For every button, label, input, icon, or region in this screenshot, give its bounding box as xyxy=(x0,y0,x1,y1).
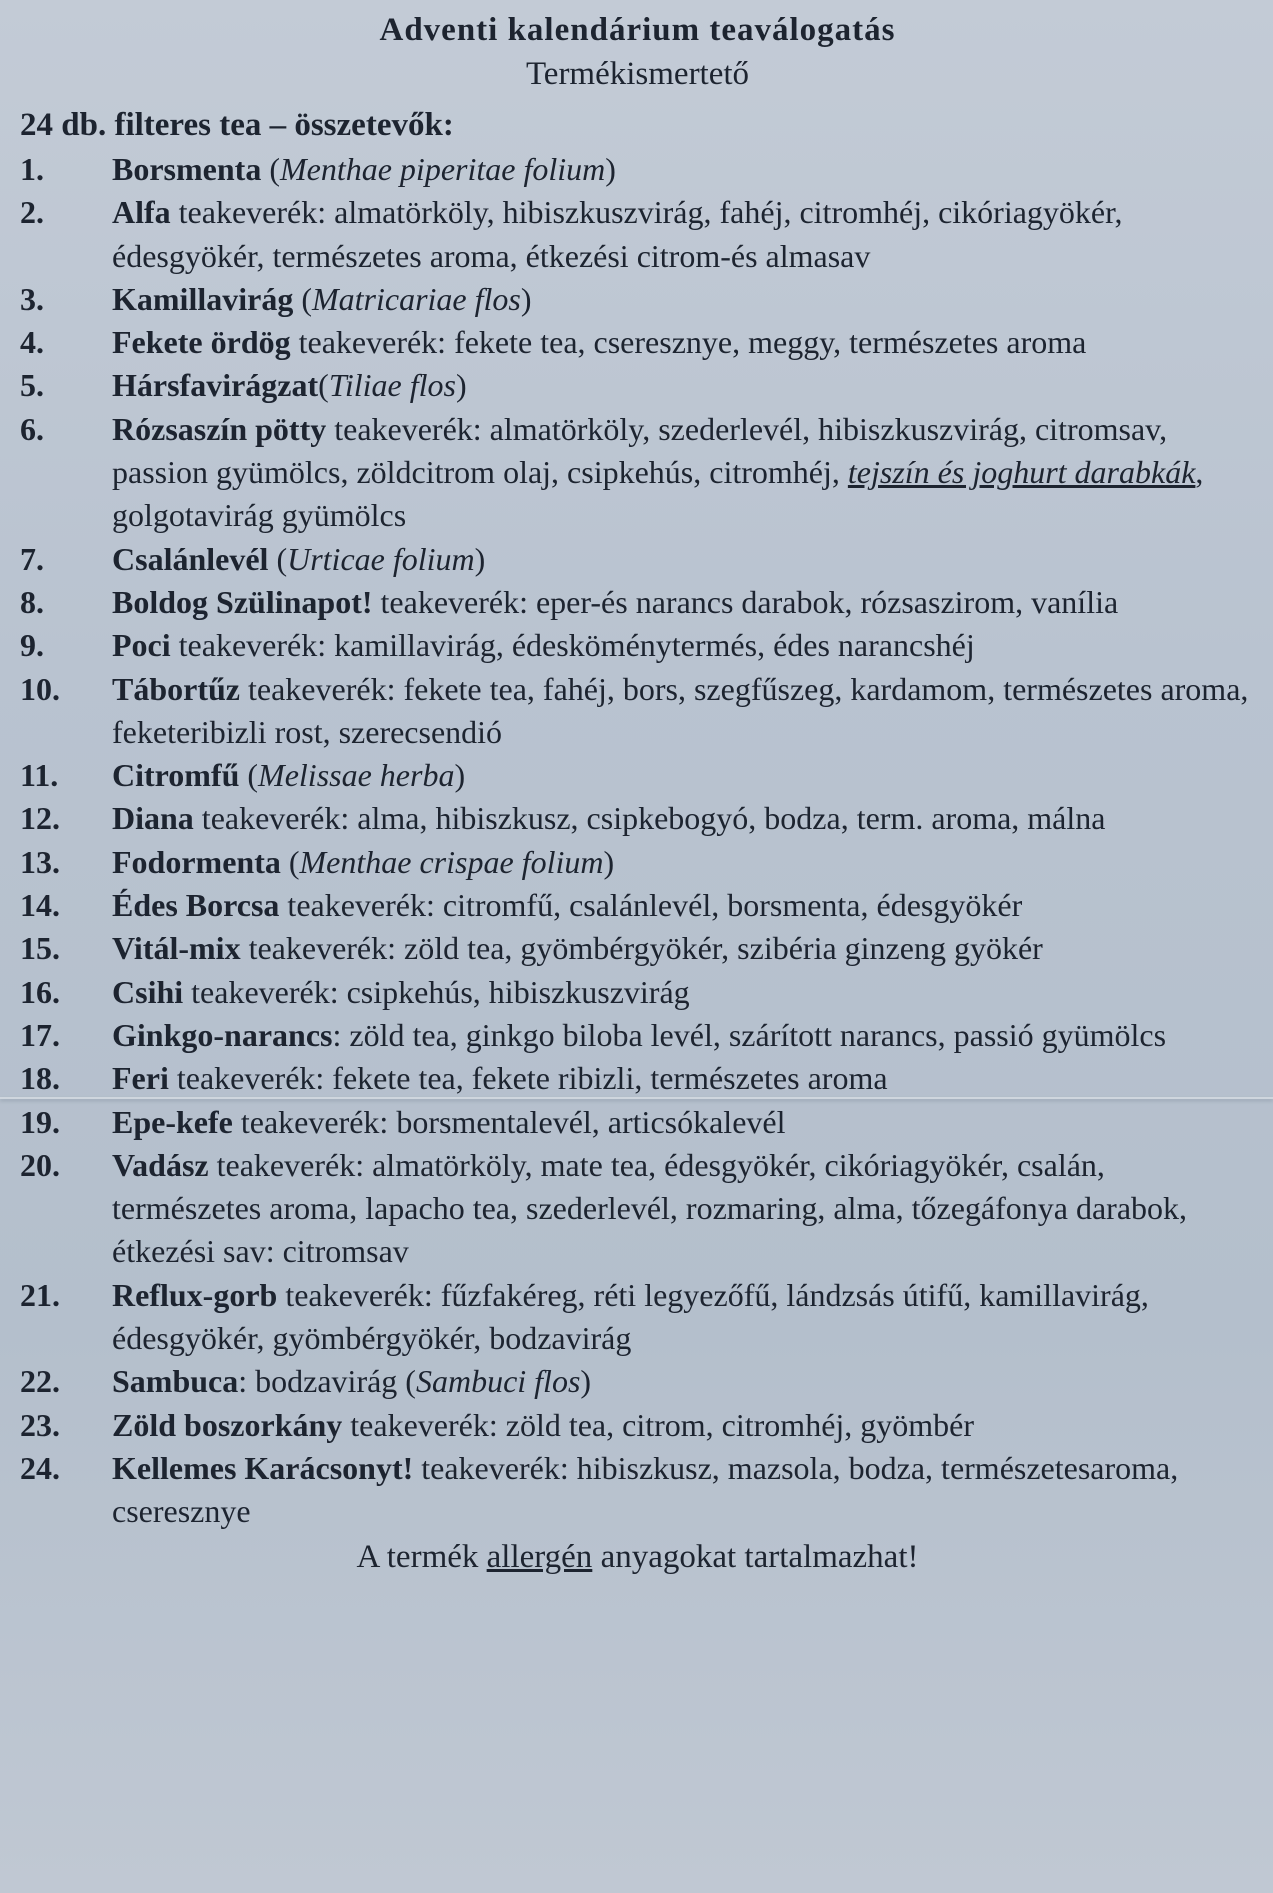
tea-item xyxy=(20,884,1255,927)
tea-name: Zöld boszorkány xyxy=(112,1406,343,1443)
tea-description xyxy=(112,1404,1255,1447)
tea-item xyxy=(20,278,1255,321)
tea-description xyxy=(112,191,1255,278)
tea-name: Ginkgo-narancs xyxy=(112,1016,333,1053)
tea-description xyxy=(112,1101,1255,1144)
tea-item xyxy=(20,971,1255,1014)
tea-number: 9. xyxy=(20,627,44,664)
tea-latin-name: Menthae crispae folium xyxy=(299,843,604,880)
tea-name: Diana xyxy=(112,800,194,837)
tea-item xyxy=(20,148,1255,191)
tea-number: 2. xyxy=(20,194,44,231)
tea-name: Citromfű xyxy=(112,757,240,794)
tea-allergen-text: tejszín és joghurt darabkák xyxy=(847,454,1196,491)
tea-number: 23. xyxy=(20,1406,60,1443)
tea-description xyxy=(112,971,1255,1014)
tea-item xyxy=(20,581,1255,624)
tea-item xyxy=(20,408,1255,538)
tea-tail: ) xyxy=(580,1363,592,1400)
tea-description xyxy=(112,408,1255,538)
tea-list xyxy=(20,148,1255,1534)
tea-tail: ) xyxy=(603,843,615,880)
tea-name: Édes Borcsa xyxy=(112,887,280,924)
tea-description xyxy=(112,1447,1255,1534)
tea-ingredients: teakeverék: zöld tea, citrom, citromhéj, gyömbér xyxy=(342,1406,975,1443)
tea-ingredients: teakeverék: almatörköly, mate tea, édesgyökér, cikóriagyökér, csalán, természetes aroma, lapacho tea, szederlevél, rozmaring, alma, tőzegáfonya darabok, étkezési sav: citromsav xyxy=(112,1146,1188,1270)
tea-item xyxy=(20,1101,1255,1144)
tea-number: 1. xyxy=(20,151,44,187)
tea-tail: , golgotavirág gyümölcs xyxy=(112,454,1204,534)
tea-ingredients: ( xyxy=(293,280,312,317)
tea-item xyxy=(20,364,1255,407)
tea-number: 11. xyxy=(20,757,59,794)
tea-ingredients: teakeverék: almatörköly, hibiszkuszvirág, fahéj, citromhéj, cikóriagyökér, édesgyökér, természetes aroma, étkezési citrom-és almasav xyxy=(112,194,1123,274)
tea-number: 10. xyxy=(20,670,60,707)
tea-ingredients: teakeverék: kamillavirág, édesköménytermés, édes narancshéj xyxy=(170,627,975,664)
tea-name: Kellemes Karácsonyt! xyxy=(112,1449,414,1486)
tea-ingredients: : bodzavirág ( xyxy=(238,1363,416,1400)
tea-description xyxy=(112,927,1255,970)
tea-latin-name: Tiliae flos xyxy=(328,367,456,404)
tea-tail: ) xyxy=(454,757,466,794)
tea-item xyxy=(20,797,1255,840)
tea-item xyxy=(20,1014,1255,1057)
tea-number: 19. xyxy=(20,1103,60,1140)
tea-name: Borsmenta xyxy=(112,151,262,187)
tea-item xyxy=(20,1274,1255,1361)
tea-item xyxy=(20,191,1255,278)
tea-description xyxy=(112,841,1255,884)
tea-number: 8. xyxy=(20,583,44,620)
tea-name: Vitál-mix xyxy=(112,930,241,967)
allergen-notice-end: anyagokat tartalmazhat! xyxy=(592,1538,919,1575)
tea-tail: ) xyxy=(474,540,486,577)
tea-number: 14. xyxy=(20,887,60,924)
tea-description xyxy=(112,1360,1255,1403)
tea-number: 16. xyxy=(20,973,60,1010)
tea-description xyxy=(112,668,1255,755)
tea-latin-name: Menthae piperitae folium xyxy=(279,151,606,187)
tea-ingredients: teakeverék: alma, hibiszkusz, csipkebogyó, bodza, term. aroma, málna xyxy=(193,800,1106,837)
allergen-word: allergén xyxy=(486,1538,593,1575)
tea-name: Sambuca xyxy=(112,1363,239,1400)
tea-number: 4. xyxy=(20,324,44,361)
tea-number: 20. xyxy=(20,1146,60,1183)
tea-tail: ) xyxy=(605,151,616,187)
tea-name: Csalánlevél xyxy=(112,540,269,577)
tea-description xyxy=(112,624,1255,667)
tea-name: Feri xyxy=(112,1060,169,1097)
tea-name: Rózsaszín pötty xyxy=(112,410,327,447)
tea-description xyxy=(112,754,1255,797)
tea-description xyxy=(112,1144,1255,1274)
tea-name: Fodormenta xyxy=(112,843,281,880)
tea-tail: ) xyxy=(520,280,532,317)
tea-name: Epe-kefe xyxy=(112,1103,233,1140)
tea-item xyxy=(20,538,1255,581)
tea-ingredients: ( xyxy=(261,151,280,187)
tea-latin-name: Matricariae flos xyxy=(311,280,521,317)
tea-item xyxy=(20,1447,1255,1534)
tea-item xyxy=(20,1360,1255,1403)
tea-description xyxy=(112,148,1255,191)
ingredients-heading: 24 db. filteres tea – összetevők: xyxy=(20,107,454,143)
tea-name: Kamillavirág xyxy=(112,280,294,317)
tea-item xyxy=(20,1057,1255,1100)
tea-name: Boldog Szülinapot! xyxy=(112,583,373,620)
tea-item xyxy=(20,841,1255,884)
tea-item xyxy=(20,624,1255,667)
tea-description xyxy=(112,797,1255,840)
tea-ingredients: teakeverék: eper-és narancs darabok, rózsaszirom, vanília xyxy=(372,583,1119,620)
tea-ingredients: teakeverék: citromfű, csalánlevél, borsmenta, édesgyökér xyxy=(279,887,1023,924)
tea-description xyxy=(112,1057,1255,1100)
tea-ingredients: ( xyxy=(318,367,329,404)
allergen-notice-start: A termék xyxy=(356,1538,487,1575)
tea-name: Fekete ördög xyxy=(112,324,291,361)
tea-number: 6. xyxy=(20,410,44,447)
tea-description xyxy=(112,364,1255,407)
tea-ingredients: teakeverék: fűzfakéreg, réti legyezőfű, lándzsás útifű, kamillavirág, édesgyökér, gyömbérgyökér, bodzavirág xyxy=(112,1276,1149,1357)
tea-name: Alfa xyxy=(112,194,171,231)
document-title: Adventi kalendárium teaválogatás xyxy=(379,12,896,48)
tea-item xyxy=(20,927,1255,970)
tea-description xyxy=(112,1274,1255,1361)
document-subtitle: Termékismertető xyxy=(525,56,750,92)
tea-ingredients: teakeverék: hibiszkusz, mazsola, bodza, természetesaroma, cseresznye xyxy=(112,1449,1179,1530)
tea-ingredients: teakeverék: fekete tea, cseresznye, meggy, természetes aroma xyxy=(290,324,1087,361)
tea-item xyxy=(20,754,1255,797)
tea-number: 15. xyxy=(20,930,60,967)
tea-name: Poci xyxy=(112,627,171,664)
tea-ingredients: teakeverék: zöld tea, gyömbérgyökér, szibéria ginzeng gyökér xyxy=(240,930,1043,967)
tea-ingredients: ( xyxy=(280,843,300,880)
tea-number: 18. xyxy=(20,1060,60,1097)
tea-ingredients: teakeverék: almatörköly, szederlevél, hibiszkuszvirág, citromsav, passion gyümölcs, zöldcitrom olaj, csipkehús, citromhéj, xyxy=(112,410,1168,491)
tea-description xyxy=(112,581,1255,624)
tea-number: 3. xyxy=(20,280,44,317)
tea-number: 5. xyxy=(20,367,44,404)
tea-item xyxy=(20,668,1255,755)
tea-name: Csihi xyxy=(112,973,184,1010)
tea-ingredients: teakeverék: borsmentalevél, articsókalevél xyxy=(232,1103,786,1140)
tea-tail: ) xyxy=(455,367,467,404)
tea-latin-name: Sambuci flos xyxy=(415,1363,581,1400)
tea-number: 21. xyxy=(20,1276,60,1313)
tea-description xyxy=(112,884,1255,927)
tea-name: Vadász xyxy=(112,1146,209,1183)
tea-number: 12. xyxy=(20,800,60,837)
tea-name: Tábortűz xyxy=(112,670,240,707)
tea-ingredients: teakeverék: fekete tea, fahéj, bors, szegfűszeg, kardamom, természetes aroma, feketeribizli rost, szerecsendió xyxy=(112,670,1249,750)
allergen-notice xyxy=(20,1534,1255,1580)
tea-number: 7. xyxy=(20,540,44,577)
tea-description xyxy=(112,1014,1255,1057)
tea-ingredients: teakeverék: fekete tea, fekete ribizli, természetes aroma xyxy=(168,1060,888,1097)
paper-fold-line xyxy=(0,1097,1273,1099)
tea-number: 17. xyxy=(20,1016,60,1053)
tea-description xyxy=(112,538,1255,581)
tea-ingredients: ( xyxy=(268,540,288,577)
tea-name: Hársfavirágzat xyxy=(112,367,319,404)
tea-description xyxy=(112,321,1255,364)
tea-item xyxy=(20,1404,1255,1447)
tea-name: Reflux-gorb xyxy=(112,1276,278,1313)
tea-item xyxy=(20,1144,1255,1274)
tea-ingredients: teakeverék: csipkehús, hibiszkuszvirág xyxy=(183,973,690,1010)
tea-ingredients: : zöld tea, ginkgo biloba levél, szárított narancs, passió gyümölcs xyxy=(332,1016,1167,1053)
tea-latin-name: Melissae herba xyxy=(258,757,455,794)
tea-latin-name: Urticae folium xyxy=(287,540,475,577)
tea-ingredients: ( xyxy=(239,757,259,794)
tea-item xyxy=(20,321,1255,364)
tea-number: 13. xyxy=(20,843,60,880)
tea-description xyxy=(112,278,1255,321)
tea-number: 24. xyxy=(20,1449,60,1486)
tea-number: 22. xyxy=(20,1363,60,1400)
